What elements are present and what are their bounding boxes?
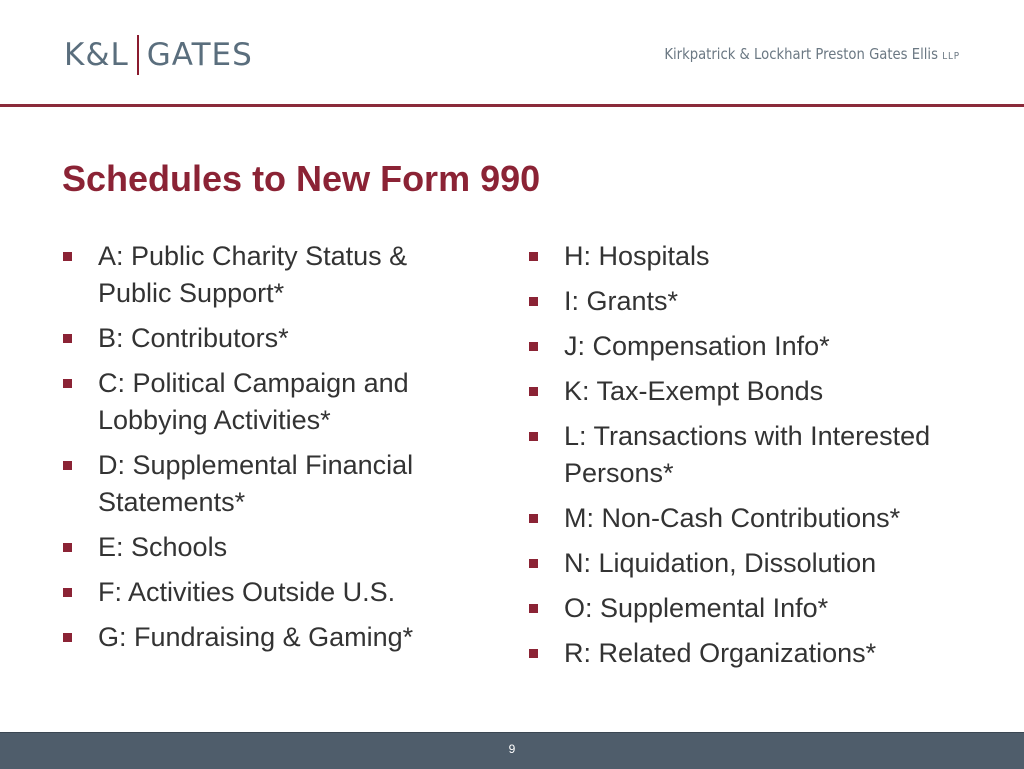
- list-item: [62, 574, 482, 611]
- list-item-text: A: Public Charity Status & Public Support*: [98, 241, 408, 308]
- firm-name-text: Kirkpatrick & Lockhart Preston Gates Ellis: [664, 45, 939, 63]
- list-item: [528, 418, 998, 492]
- page-number: 9: [508, 742, 516, 756]
- list-item-text: K: Tax-Exempt Bonds: [564, 376, 824, 406]
- list-item-text: R: Related Organizations*: [564, 638, 877, 668]
- logo-right-text: GATES: [146, 37, 253, 73]
- list-item: [528, 500, 998, 537]
- bullet-icon: [529, 604, 538, 613]
- bullet-icon: [529, 432, 538, 441]
- list-item: [62, 365, 482, 439]
- bullet-icon: [529, 649, 538, 658]
- bullet-icon: [529, 387, 538, 396]
- list-item-text: J: Compensation Info*: [564, 331, 830, 361]
- list-item-text: C: Political Campaign and Lobbying Activities*: [98, 368, 409, 435]
- list-item: [528, 328, 998, 365]
- bullet-icon: [529, 342, 538, 351]
- list-item: [528, 283, 998, 320]
- bullet-icon: [529, 559, 538, 568]
- bullet-icon: [63, 334, 72, 343]
- list-item-text: I: Grants*: [564, 286, 679, 316]
- bullet-icon: [63, 588, 72, 597]
- list-item: [62, 238, 482, 312]
- list-item: [528, 238, 998, 275]
- bullet-icon: [63, 379, 72, 388]
- list-item-text: N: Liquidation, Dissolution: [564, 548, 877, 578]
- logo-divider: [137, 35, 139, 75]
- list-item-text: O: Supplemental Info*: [564, 593, 829, 623]
- bullet-icon: [63, 543, 72, 552]
- kl-gates-logo: [64, 35, 253, 75]
- list-item-text: B: Contributors*: [98, 323, 289, 353]
- bullet-icon: [529, 514, 538, 523]
- list-item-text: L: Transactions with Interested Persons*: [564, 421, 931, 488]
- list-item-text: M: Non-Cash Contributions*: [564, 503, 901, 533]
- list-item: [528, 373, 998, 410]
- list-item: [528, 635, 998, 672]
- list-item-text: F: Activities Outside U.S.: [98, 577, 396, 607]
- right-schedule-list: [528, 238, 998, 680]
- header-rule: [0, 104, 1024, 107]
- slide-title: Schedules to New Form 990: [62, 158, 541, 199]
- list-item: [528, 590, 998, 627]
- left-schedule-list: [62, 238, 482, 664]
- list-item: [62, 529, 482, 566]
- bullet-icon: [63, 252, 72, 261]
- bullet-icon: [529, 297, 538, 306]
- slide-header: [0, 0, 1024, 108]
- slide-footer: [0, 732, 1024, 769]
- firm-suffix: LLP: [942, 51, 960, 62]
- firm-name: [664, 45, 960, 63]
- list-item: [62, 619, 482, 656]
- bullet-icon: [63, 633, 72, 642]
- bullet-icon: [529, 252, 538, 261]
- list-item-text: D: Supplemental Financial Statements*: [98, 450, 414, 517]
- list-item-text: H: Hospitals: [564, 241, 710, 271]
- list-item: [62, 447, 482, 521]
- bullet-icon: [63, 461, 72, 470]
- list-item: [528, 545, 998, 582]
- list-item-text: E: Schools: [98, 532, 228, 562]
- list-item-text: G: Fundraising & Gaming*: [98, 622, 414, 652]
- logo-left-text: K&L: [64, 37, 129, 73]
- list-item: [62, 320, 482, 357]
